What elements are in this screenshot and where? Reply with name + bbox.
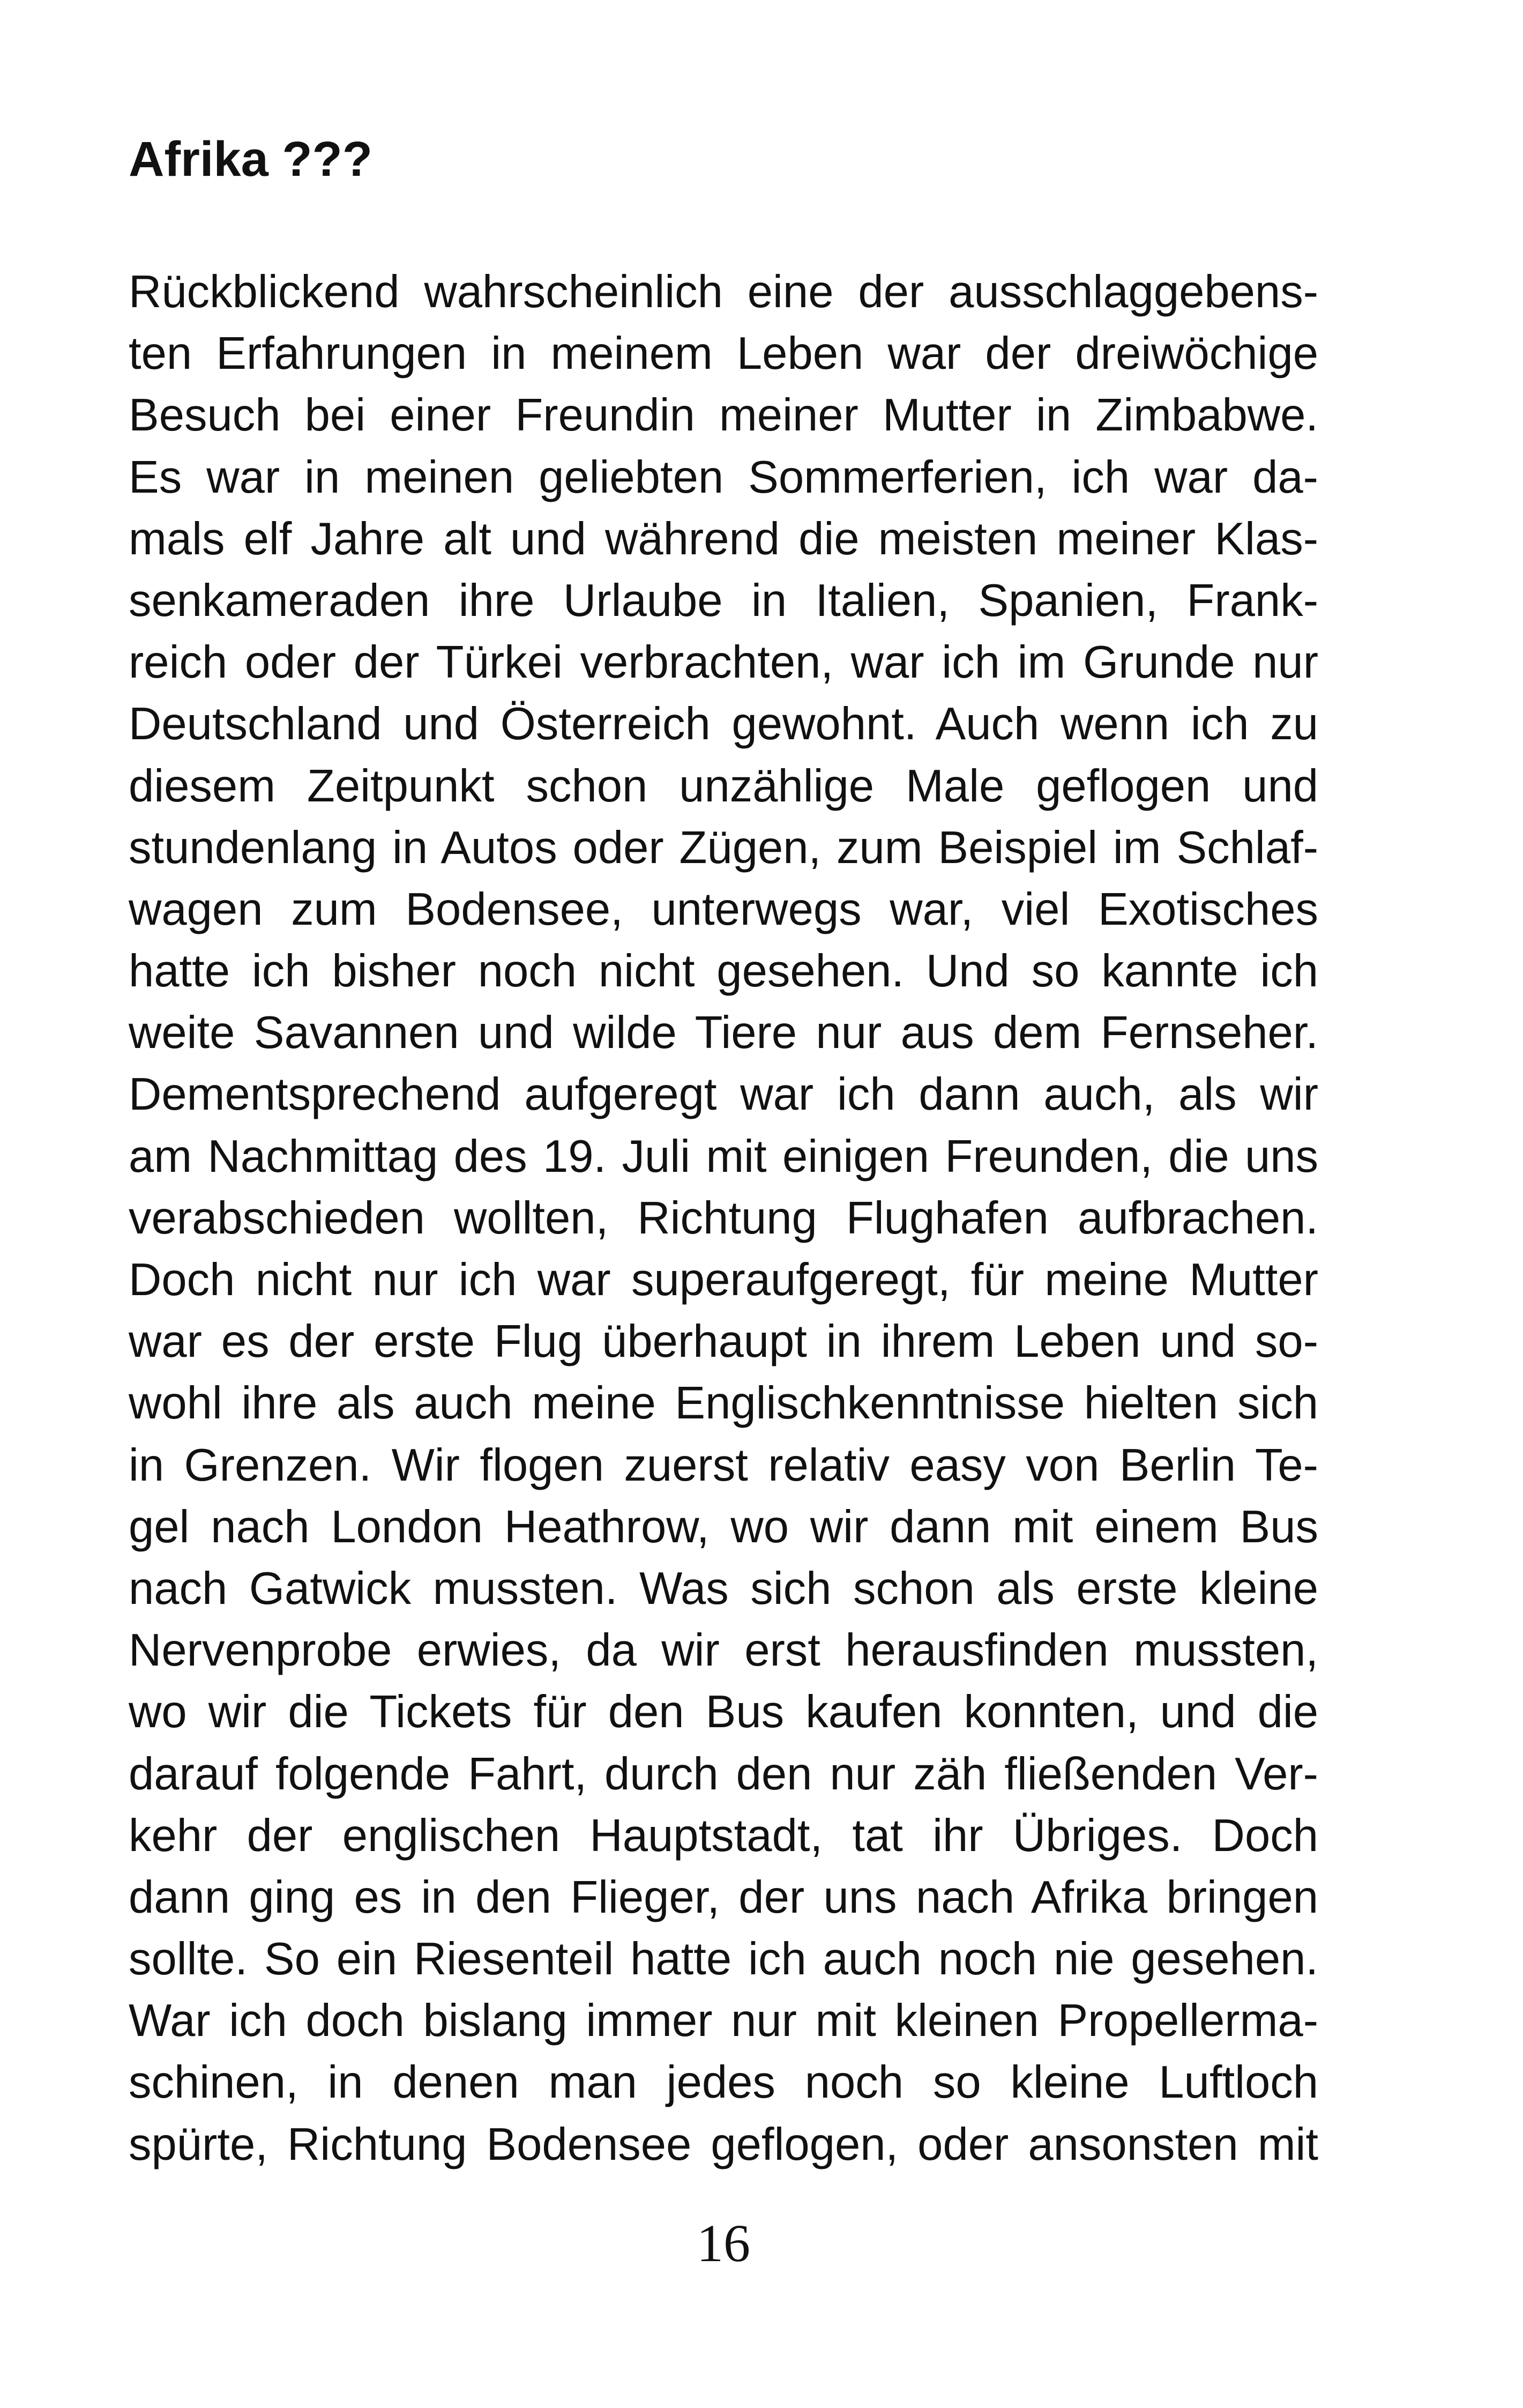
text-line: Es war in meinen geliebten Sommerferien, ich war da-	[129, 451, 1318, 503]
text-line: weite Savannen und wilde Tiere nur aus dem Fernseher.	[129, 1007, 1318, 1059]
text-line: war es der erste Flug überhaupt in ihrem Leben und so-	[129, 1316, 1318, 1367]
text-line: wohl ihre als auch meine Englischkenntnisse hielten sich	[129, 1378, 1318, 1429]
text-line: Nervenprobe erwies, da wir erst herausfinden mussten,	[129, 1625, 1318, 1676]
text-line: stundenlang in Autos oder Zügen, zum Beispiel im Schlaf-	[129, 822, 1318, 873]
text-line: verabschieden wollten, Richtung Flughafen aufbrachen.	[129, 1192, 1318, 1244]
text-line: dann ging es in den Flieger, der uns nach Afrika bringen	[129, 1871, 1318, 1923]
text-line: Dementsprechend aufgeregt war ich dann auch, als wir	[129, 1069, 1318, 1120]
text-line: sollte. So ein Riesenteil hatte ich auch noch nie gesehen.	[129, 1934, 1318, 1985]
text-line: wagen zum Bodensee, unterwegs war, viel Exotisches	[129, 883, 1318, 935]
text-line: darauf folgende Fahrt, durch den nur zäh fließenden Ver-	[129, 1748, 1318, 1800]
text-line: ten Erfahrungen in meinem Leben war der dreiwöchige	[129, 328, 1318, 380]
text-line: senkameraden ihre Urlaube in Italien, Spanien, Frank-	[129, 575, 1318, 626]
text-line: diesem Zeitpunkt schon unzählige Male geflogen und	[129, 760, 1318, 812]
text-line: in Grenzen. Wir flogen zuerst relativ easy von Berlin Te-	[129, 1439, 1318, 1491]
page-number: 16	[697, 2213, 750, 2273]
text-line: mals elf Jahre alt und während die meisten meiner Klas-	[129, 513, 1318, 564]
chapter-heading: Afrika ???	[129, 132, 372, 187]
text-line: gel nach London Heathrow, wo wir dann mit einem Bus	[129, 1501, 1318, 1552]
text-line: wo wir die Tickets für den Bus kaufen konnten, und die	[129, 1686, 1318, 1738]
text-line: am Nachmittag des 19. Juli mit einigen Freunden, die uns	[129, 1131, 1318, 1182]
text-line: Deutschland und Österreich gewohnt. Auch wenn ich zu	[129, 698, 1318, 750]
text-line: Rückblickend wahrscheinlich eine der ausschlaggebens-	[129, 266, 1318, 317]
text-line: kehr der englischen Hauptstadt, tat ihr Übriges. Doch	[129, 1810, 1318, 1861]
text-line: Besuch bei einer Freundin meiner Mutter in Zimbabwe.	[129, 390, 1318, 441]
text-line: hatte ich bisher noch nicht gesehen. Und so kannte ich	[129, 946, 1318, 997]
text-line: nach Gatwick mussten. Was sich schon als erste kleine	[129, 1563, 1318, 1614]
text-line: Doch nicht nur ich war superaufgeregt, für meine Mutter	[129, 1254, 1318, 1305]
text-line: spürte, Richtung Bodensee geflogen, oder ansonsten mit	[129, 2119, 1318, 2170]
text-line: reich oder der Türkei verbrachten, war ich im Grunde nur	[129, 637, 1318, 688]
text-line: War ich doch bislang immer nur mit kleinen Propellerma-	[129, 1995, 1318, 2047]
text-line: schinen, in denen man jedes noch so kleine Luftloch	[129, 2057, 1318, 2108]
body-text	[129, 261, 1318, 2175]
